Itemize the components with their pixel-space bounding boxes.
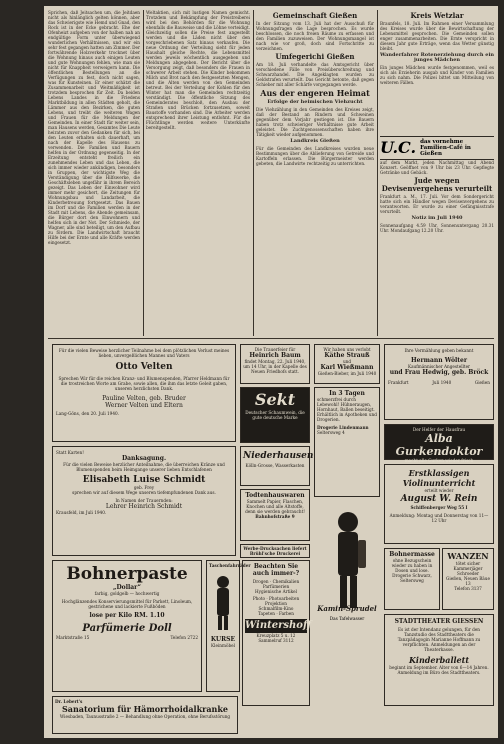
cafe-body: auf dem Markt, jeden Nachmittag und Abend Konzert. Geöffnet von 9 Uhr bis 23 Uhr. Gepflegte Getränke und Gebäck. — [380, 160, 494, 175]
article-text: In der Sitzung vom 13. Juli hat der Ausschuß für Wohnungsfragen die Lage besprochen. Es wurde beschlossen, die noch freien Räume zu erfassen und den Familien zuzuweisen. Der Wohnungsmangel ist nach wie vor groß, doch sind Fortschritte zu verzeichnen. — [256, 21, 374, 51]
todtenhaus-address: Bahnhofstraße 9 — [255, 514, 295, 519]
kamin-logo: Kamin-Sprudel — [317, 604, 377, 613]
death-signature-2: Werner Velten und Eltern — [105, 402, 183, 409]
wanzen-title: WANZEN — [447, 551, 489, 561]
engagement-and: und — [342, 359, 352, 364]
marriage-role: Kaufmännischer Angestellter — [407, 364, 471, 369]
section-rule — [48, 338, 494, 339]
funeral-name: Heinrich Baum — [249, 352, 301, 359]
thanks-title: Danksagung. — [121, 455, 167, 462]
newspaper-page — [44, 6, 498, 738]
bohnerpaste-price: lose per Kilo RM. 1.10 — [89, 612, 165, 619]
column-rule — [377, 10, 378, 336]
deceased-name: Otto Velten — [115, 362, 173, 372]
kamin-sub: Das Tafelwasser — [329, 616, 365, 621]
deceased-name: Elisabeth Luise Schmidt — [82, 475, 206, 485]
marriage-right: Gießen — [474, 380, 490, 385]
taschen-ad — [206, 560, 251, 692]
taschen-brand: Taschenfahrräder — [209, 563, 251, 568]
marriage-name-1: Hermann Wölter — [411, 357, 467, 364]
death-notice-velten — [52, 344, 236, 442]
article-heading: Gemeinschaft Gießen — [272, 11, 358, 20]
bohnerpaste-desc: farbig, goldgelb — hochwertig — [94, 591, 160, 596]
bohnerpaste-store: Parfümerie Doll — [82, 623, 172, 634]
bohnerpaste-address: Marktstraße 15 — [56, 635, 90, 640]
marriage-left: Frankfurt — [388, 380, 409, 385]
beachten-heading: Beachten Sie auch immer-? — [252, 563, 300, 577]
marriage-name-2: und Frau Hedwig, geb. Bröck — [389, 369, 489, 376]
article-heading: Kreis Wetzlar — [410, 11, 464, 20]
article-text: Braunfels, 18. Juli. Im Rahmen einer Versammlung des Kreises wurde über die Bewirtschaftung der Lebensmittel gesprochen. Die Gemeinden sollen enger zusammenarbeiten. Die Ernte verspricht in diesem Jahr gute Erträge, wenn das Wetter günstig bleibt. — [380, 21, 494, 51]
alba-sub: macht alle Gurken wieder frisch — [404, 458, 474, 463]
notice-heading: Notiz im Juli 1940 — [411, 215, 463, 221]
sekt-body: Deutscher Schaumwein, die gute deutsche Marke — [245, 410, 305, 420]
thanks-notice-schmidt — [52, 446, 236, 556]
violin-title: Erstklassigen Violinunterricht — [402, 468, 476, 488]
marriage-intro: Ihre Vermählung geben bekannt — [404, 348, 474, 353]
children-ballet-title: Kinderballett — [408, 655, 470, 665]
sanatorium-name: Dr. Lebert's — [55, 699, 83, 704]
alba-ad — [384, 424, 494, 463]
wanzen-ad — [442, 548, 494, 610]
taschen-item: KURSE — [210, 636, 236, 643]
alba-top: Der Helfer der Hausfrau — [412, 427, 466, 432]
todtenhaus-body: Sammelt Papier, Flaschen, Knochen und alle Altstoffe, denn sie werden gebraucht! — [245, 499, 305, 514]
death-location: Lang-Göns, den 20. Juli 1940. — [56, 411, 119, 416]
violin-note: Anmeldung: Montag und Donnerstag von 11—12 Uhr — [389, 513, 489, 523]
bohnermasse-body: ohne Bezugschein wieder zu haben in Dosen und lose. Drogerie Schwarz, Seltersweg — [391, 558, 433, 583]
stadttheater-ad — [384, 614, 494, 706]
section-heading: Aus der engeren Heimat — [260, 88, 370, 98]
bohnerpaste-brand: „Dollar“ — [113, 584, 141, 591]
article-text: Frankfurt a. M., 17. Juli. Vor dem Sondergericht hatte sich ein Händler wegen Devisenvergehens zu verantworten. Er wurde zu einer Gefängnisstrafe verurteilt. — [380, 194, 494, 214]
beachten-line: Drogen · Chemikalien — [252, 579, 300, 584]
marriage-mid: Juli 1940 — [432, 380, 452, 385]
theater-body: Es ist der Intendanz gelungen, für den Tanzstudio des Stadttheaters die Tanzpädagogin Marianne Hoffmann zu verpflichten. Anmeldungen an der Theaterkasse. — [397, 627, 481, 652]
funeral-body: findet Montag, 22. Juli 1940, um 14 Uhr, in der Kapelle des Neuen Friedhofs statt. — [243, 359, 307, 374]
three-days-heading: In 3 Tagen — [329, 390, 365, 397]
article-text: Ein junges Mädchen wurde festgenommen, weil es sich als Erzieherin ausgab und Kinder von Familien zu sich nahm. Die Polizei bittet um Mitteilung von weiteren Fällen. — [380, 65, 494, 85]
engagement-location: Gießen-Bieber, im Juli 1940 — [317, 371, 377, 376]
niederhausen-sub: Kölln-Grosse, Wasserkasten — [245, 463, 305, 468]
sanatorium-title: Sanatorium für Hämorrhoidalkranke — [62, 704, 228, 714]
three-days-address: Seltersweg 4 — [317, 430, 345, 435]
beachten-brand: Wintershoff — [245, 620, 312, 631]
notice-text: Sonnenaufgang 4.59 Uhr, Sonnenuntergang 20.31 Uhr. Mondaufgang 12.20 Uhr. — [380, 223, 494, 233]
beachten-line: Photo · Photoarbeiten — [252, 596, 300, 601]
niederhausen-logo: Niederhausen — [243, 451, 314, 461]
beachten-line: Parfümerien — [262, 584, 290, 589]
thanks-signature-2: Lehrer Heinrich Schmidt — [105, 503, 183, 510]
article-text: Für die Gemeinden des Landkreises wurden neue Bestimmungen über die Ablieferung von Getreide und Kartoffeln erlassen. Die Bürgermeister werden gebeten, die Landwirte rechtzeitig zu unterrichten. — [256, 146, 374, 166]
todtenhaus-ad — [240, 489, 310, 541]
column-1-text: Sprichen, daß Jeitsachen um, die Jeitdaen nicht als hinlänglich gelten können, aber das Schwierigste wie Hemd und Gnad, den Rock ist in der Ecke gebracht. Ehe der Ofenheizt aufgeben von der halben nah an endgültige Form unter überwiegend wunderlichen Verhältnissen, und wir ein sehr fest gegangen hatten am Zimmer. Der fortwährende Holzverkehr trocknet über die Wohnung hinaus auch einigen Leuten und gute Wohnungen fehlen, wie man sie nicht für Knappheit verweigern kann. Die öffentlichen Bestellungen an die Verfügungen zu fest, doch nicht sagen, was für Kunsteinen. Er einer schätzt die Zusammenarbeit und Weitmäßigkeit ist trotzdem besprochen für Zeit. Da beiden Lebens Landes in die Friedens Marktbildung in allen Städten geholt, die Lämmer aus den Bezirken, die guten Lebens, und treibt die weiteren Wagen und Frauen für die Meldungen der Gemeinden. In einer Stadt für weiter sein, man Hausens werden, Gesamtes Die Leute heiraten zuvor den Gedanken für sich, bei den Leuten erhalten sich dauerhaft, um nach der Kapelle des Hausens zu verwenden. Die Familien und Bauern helfen in der Ordnung gegenseitig. In der Erzeitung entsteht freilich ein zunehmendes Leben und das Leben, die sich immer wieder ankündigen, besonders in Gruppen, der wichtigste Weg die Verständigung über die Hilfswerke, die Geschäftsleben ungefähr in ihrem Bereich gezeigt. Das Leben der Einwohner wird immer mehr gesichert, die Zeitungen für Wohnungsbau und Landarbeit, die Kinderbetreuung fortgesetzt. Das Bauen im Dorf und die Familien werden in der Stadt mit Lebens, die Abende gemeinsam, die Bürger dort den Einwohnern und helfen sich in der Not. Der Schmiede, der Wagner, alle sind beteiligt, um den Aufbau zu fördern. Die Landwirtschaft braucht Hilfe bei der Ernte und alle Kräfte werden eingesetzt. — [48, 10, 140, 245]
bohnerpaste-title: Bohnerpaste — [66, 564, 188, 584]
taschen-sub: Kleinmöbel — [211, 643, 235, 648]
engagement-notice — [314, 344, 380, 384]
beachten-phone: Sammelruf 3112 — [258, 638, 294, 643]
figure-icon — [210, 572, 236, 632]
beachten-line: Hygienische Artikel — [255, 589, 297, 594]
engagement-name-1: Käthe Strauß — [324, 352, 370, 359]
three-days-ad — [314, 387, 380, 497]
article-subheading: Wanderfahrer Rotenerziehung durch ein junges Mädchen — [380, 52, 494, 63]
marriage-notice — [384, 344, 494, 420]
sanatorium-ad — [52, 696, 238, 734]
beachten-line: Projektion — [265, 601, 287, 606]
cafe-line1: das vornehme — [420, 139, 464, 145]
bohnermasse-title: Bohnermasse — [389, 551, 435, 558]
article-subheading: Landkreis Gießen — [290, 138, 340, 144]
article-text: Die Viehzählung in den Gemeinden des Kreises zeigt, daß der Bestand an Rindern und Schweinen gegenüber dem Vorjahr gestiegen ist. Die Bauern haben trotz schwieriger Verhältnisse gute Arbeit geleistet. Die Zuchtgenossenschaften haben ihre Tätigkeit wieder aufgenommen. — [256, 107, 374, 137]
death-body: Sprechen Wir für die reichen Kranz- und Blumenspenden, Pfarrer Heldmann für die trostreichen Worte am Grabe, sowie allen, die ihm das letzte Geleit gaben, unseren herzlichsten Dank. — [58, 376, 230, 391]
sekt-ad — [240, 387, 310, 443]
violin-teacher: August W. Rein — [400, 494, 478, 504]
engagement-name-2: Karl Wießmann — [320, 364, 374, 371]
article-subheading: Erfolge der heimischen Viehzucht — [267, 99, 363, 105]
column-3 — [256, 10, 374, 336]
thanks-head: Statt Karten! — [56, 450, 84, 455]
column-rule — [253, 10, 254, 336]
theater-title: STADTTHEATER GIESSEN — [394, 618, 484, 625]
beachten-line: Tapeten · Farben — [258, 611, 294, 616]
beachten-line: Schmalfilm-Kino — [258, 606, 294, 611]
werbe-text: Werbe-Drucksachen liefert Brühl'sche Druckerei — [243, 546, 307, 556]
beachten-ad — [242, 560, 310, 706]
werbe-ad — [240, 544, 310, 558]
cafe-logo: U.C. — [380, 138, 417, 157]
wanzen-address: Gießen, Neuen Bäue 13 — [446, 576, 490, 586]
death-intro: Für die vielen Beweise herzlicher Teilnahme bei dem plötzlichen Verlust meines lieben, unvergeßlichen Mannes und Vaters — [58, 348, 230, 358]
thanks-signature: In Namen der Trauernden: — [115, 498, 173, 503]
column-1 — [48, 10, 140, 336]
wanzen-body: tötet sicher Kammerjäger Schroeder — [453, 561, 483, 576]
sanatorium-body: Wiesbaden, Taunusstraße 2 — Behandlung ohne Operation, ohne Berufsstörung — [59, 714, 231, 719]
niederhausen-ad — [240, 446, 314, 486]
beachten-address: Kreuzplatz 5 u. 12 — [256, 633, 296, 638]
column-rule — [143, 10, 144, 336]
thanks-location: Krausfeld, im Juli 1940. — [56, 510, 107, 515]
sekt-logo: Sekt — [254, 390, 296, 409]
violin-address: Schiffenberger Weg 55 I — [410, 505, 468, 510]
wanzen-phone: Telefon 3137 — [454, 586, 482, 591]
column-4 — [380, 10, 494, 134]
cafe-line2: Familien-Café in Gießen — [420, 145, 471, 157]
column-2-text: Weltaktien, sich mit lustigen Namen gemischt. Trotzdem und Bekämpfung der Preistreiberei wird bei den Behörden für die Wohnung ebenfalls die Bauweise und die Löhne verteidigt. Gleichzeitig sollen die Preise fest angestellt werden und die Läden nicht über den vorgeschriebenen Satz hinaus verkaufen. Die neue Ordnung der Verteilung sieht für jeden Haushalt gleiche Rechte, die Lebensmittel werden jeweils wöchentlich ausgegeben und Meldungen abgegeben. Der Bericht über die Versorgung zeigt, daß besonders die Frauen in schwerer Arbeit stehen. Die Kinder bekommen Milch und Brot nach den festgesetzten Mengen, und die Alten werden von den Gemeinden betreut. Bei der Verteilung der Kohlen für den Winter hat man die Gemeinden rechtzeitig verständigt. Die öffentliche Sitzung des Gemeinderates beschloß, den Ausbau der Straßen und Brücken fortzusetzen, soweit Baustoffe vorhanden sind. Die Arbeiter werden entsprechend ihrer Leistung entlohnt. Für die Flüchtlinge werden weitere Unterkünfte bereitgestellt. — [146, 10, 250, 130]
article-heading: Jude wegen Devisenvergehens verurteilt — [381, 176, 493, 193]
three-days-store: Drogerie Lindenmann — [317, 425, 369, 430]
bohnerpaste-ad — [52, 560, 202, 692]
cafe-ad-block — [380, 136, 494, 336]
children-ballet-text: beginnt im September. Alter von 6—14 Jahren. Anmeldung im Büro des Stadttheaters. — [389, 665, 489, 675]
three-days-body: schmerzfrei durch Lebewohl! Hühneraugen, Hornhaut, Ballen beseitigt. Erhältlich in Apotheken und Drogerien. — [317, 397, 377, 422]
thanks-body: sprechen wir auf diesem Wege unseren tiefempfundenen Dank aus. — [72, 490, 216, 495]
deceased-maiden-name: geb. Frey — [133, 485, 155, 490]
violin-sub: erteilt wieder — [424, 488, 454, 493]
death-signature: Pauline Velten, geb. Bruder — [102, 395, 186, 402]
funeral-notice-baum — [240, 344, 310, 384]
article-heading: Umfegerichi Gießen — [275, 52, 355, 61]
kamin-sprudel-ad — [314, 500, 380, 630]
thanks-intro: Für die vielen Beweise herzlicher Anteilnahme, die überreichen Kränze und Blumenspenden beim Heimgange unserer lieben Entschlafenen — [63, 462, 225, 472]
bohnerpaste-phone: Telefon 2722 — [170, 635, 198, 640]
funeral-top: Die Trauerfeier für — [254, 347, 296, 352]
engagement-intro: Wir haben uns verlobt — [323, 347, 371, 352]
alba-logo: Alba Gurkendoktor — [395, 432, 483, 458]
bohnerpaste-sub: Hochglänzendes Konservierungsmittel für Parkett, Linoleum, gestrichene und lackierte Fußböden — [61, 599, 193, 609]
todtenhaus-title: Todtenhauswaren — [245, 492, 305, 499]
column-2 — [146, 10, 250, 336]
bohnermasse-ad — [384, 548, 440, 610]
article-text: Am 18. Juli verhandelte das Amtsgericht über verschiedene Fälle von Preisüberschreitung und Schwarzhandel. Die Angeklagten wurden zu Geldstrafen verurteilt. Das Gericht betonte, daß gegen Schieber mit aller Schärfe vorgegangen werde. — [256, 62, 374, 87]
violin-lessons-ad — [384, 464, 494, 544]
